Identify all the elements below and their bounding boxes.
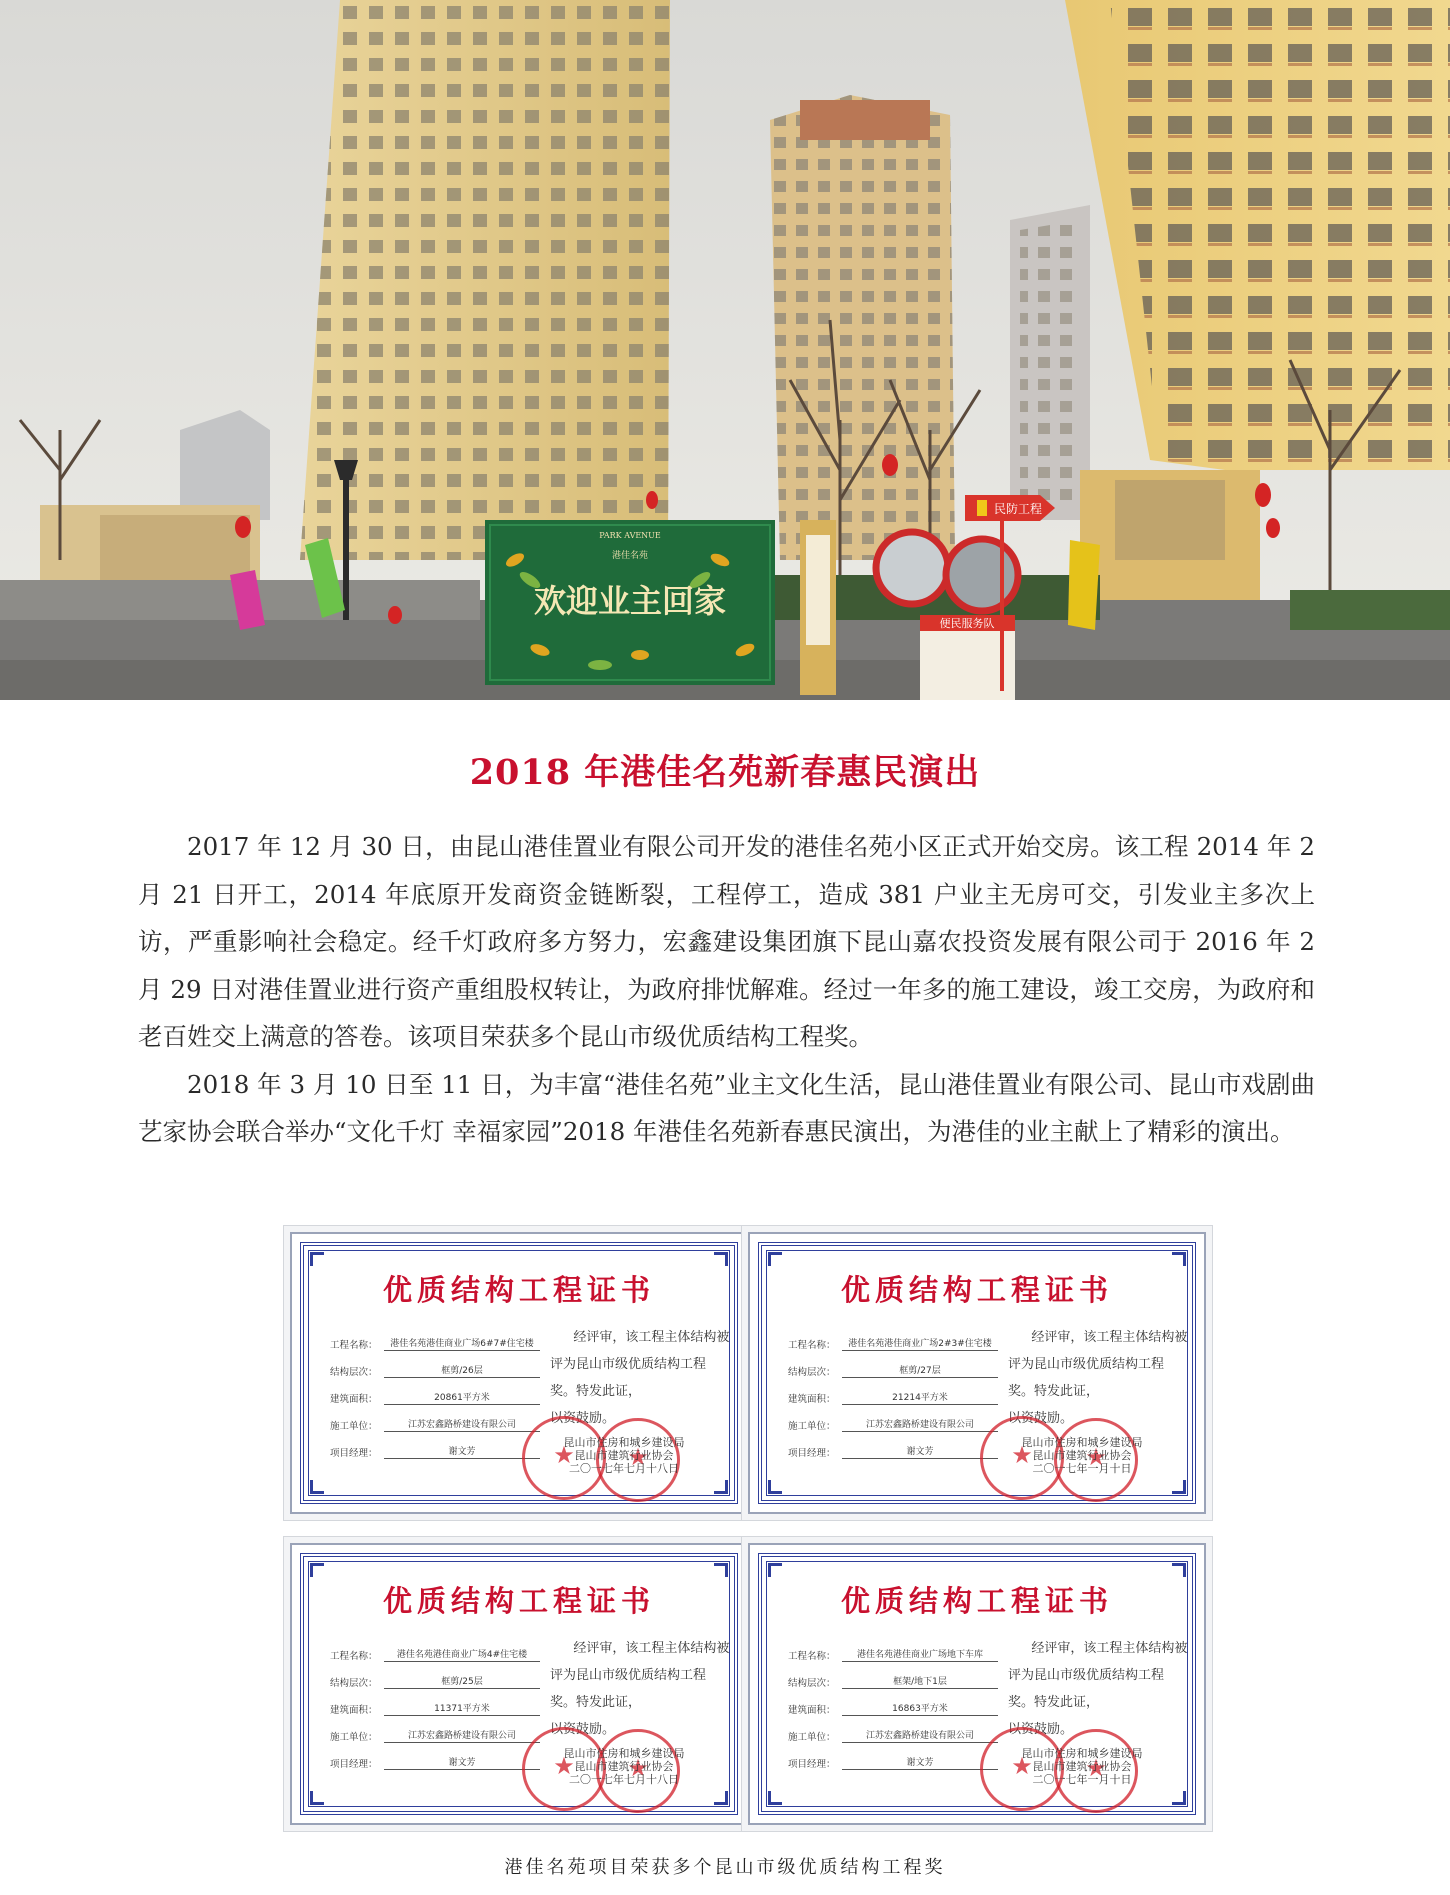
field-project: 港佳名苑港佳商业广场2#3#住宅楼	[842, 1336, 998, 1351]
field-label-builder: 施工单位：	[330, 1421, 378, 1432]
field-builder: 江苏宏鑫路桥建设有限公司	[384, 1728, 540, 1743]
field-label-manager: 项目经理：	[330, 1448, 378, 1459]
certificate-title: 优质结构工程证书	[382, 1273, 655, 1307]
certificate-text	[550, 1635, 730, 1743]
gallery-caption: 港佳名苑项目荣获多个昆山市级优质结构工程奖	[504, 1857, 946, 1878]
field-structure: 框剪/25层	[384, 1674, 540, 1689]
certificate-2	[748, 1232, 1206, 1514]
field-label-manager: 项目经理：	[330, 1759, 378, 1770]
certificate-title: 优质结构工程证书	[840, 1584, 1113, 1618]
issue-date: 二〇一七年一月十日	[1032, 1773, 1132, 1786]
certificate-fields	[788, 1635, 998, 1770]
certificate-title: 优质结构工程证书	[382, 1584, 655, 1618]
field-label-builder: 施工单位：	[788, 1421, 836, 1432]
field-label-area: 建筑面积：	[788, 1705, 836, 1716]
certificate-fields	[330, 1635, 540, 1770]
hero-photo	[0, 0, 1450, 700]
field-label-builder: 施工单位：	[330, 1732, 378, 1743]
field-area: 16863平方米	[842, 1701, 998, 1716]
field-label-manager: 项目经理：	[788, 1448, 836, 1459]
certificate-issuer	[514, 1747, 734, 1786]
field-label-area: 建筑面积：	[330, 1394, 378, 1405]
issue-date: 二〇一七年七月十八日	[569, 1773, 679, 1786]
civil-defense-label: 民防工程	[993, 502, 1043, 516]
issuer-2: 昆山市建筑行业协会	[574, 1760, 674, 1773]
field-manager: 谢文芳	[384, 1444, 540, 1459]
field-area: 21214平方米	[842, 1390, 998, 1405]
issuer-1: 昆山市住房和城乡建设局	[563, 1747, 685, 1760]
issuer-1: 昆山市住房和城乡建设局	[563, 1436, 685, 1449]
field-label-project: 工程名称：	[330, 1651, 378, 1662]
certificate-body-2: 以资鼓励。	[1008, 1411, 1074, 1426]
banner-brand: 港佳名苑	[611, 551, 649, 561]
field-label-project: 工程名称：	[330, 1340, 378, 1351]
certificate-issuer	[972, 1747, 1192, 1786]
certificate-text	[550, 1324, 730, 1432]
issuer-2: 昆山市建筑行业协会	[1032, 1449, 1132, 1462]
field-structure: 框剪/26层	[384, 1363, 540, 1378]
issuer-1: 昆山市住房和城乡建设局	[1021, 1747, 1143, 1760]
field-manager: 谢文芳	[384, 1755, 540, 1770]
article-body	[138, 823, 1315, 1156]
issue-date: 二〇一七年七月十八日	[569, 1462, 679, 1475]
article-title: 2018 年港佳名苑新春惠民演出	[469, 752, 981, 793]
article-paragraph: 2017 年 12 月 30 日，由昆山港佳置业有限公司开发的港佳名苑小区正式开始交房。该工程 2014 年 2 月 21 日开工，2014 年底原开发商资金链断裂，工程停工，造成 381 户业主无房可交，引发业主多次上访，严重影响社会稳定。经千灯政府多方努力，宏鑫建设集团旗下昆山嘉农投资发展有限公司于 2016 年 2 月 29 日对港佳置业进行资产重组股权转让，为政府排忧解难。经过一年多的施工建设，竣工交房，为政府和老百姓交上满意的答卷。该项目荣获多个昆山市级优质结构工程奖。	[138, 832, 1315, 1051]
certificate-fields	[788, 1324, 998, 1459]
field-area: 11371平方米	[384, 1701, 540, 1716]
certificate-4	[748, 1543, 1206, 1825]
certificate-body-2: 以资鼓励。	[550, 1411, 616, 1426]
certificate-body-1: 经评审，该工程主体结构被评为昆山市级优质结构工程奖。特发此证，	[550, 1641, 730, 1710]
field-builder: 江苏宏鑫路桥建设有限公司	[842, 1728, 998, 1743]
certificate-3	[290, 1543, 748, 1825]
certificate-fields	[330, 1324, 540, 1459]
certificate-1	[290, 1232, 748, 1514]
field-project: 港佳名苑港佳商业广场6#7#住宅楼	[384, 1336, 540, 1351]
certificate-issuer	[514, 1436, 734, 1475]
issuer-1: 昆山市住房和城乡建设局	[1021, 1436, 1143, 1449]
article-paragraph: 2018 年 3 月 10 日至 11 日，为丰富“港佳名苑”业主文化生活，昆山港佳置业有限公司、昆山市戏剧曲艺家协会联合举办“文化千灯 幸福家园”2018 年港佳名苑新春惠民演出，为港佳的业主献上了精彩的演出。	[138, 1069, 1315, 1146]
certificate-title: 优质结构工程证书	[840, 1273, 1113, 1307]
field-project: 港佳名苑港佳商业广场4#住宅楼	[384, 1647, 540, 1662]
service-board-title: 便民服务队	[939, 617, 995, 630]
banner-welcome: 欢迎业主回家	[533, 582, 727, 620]
field-builder: 江苏宏鑫路桥建设有限公司	[384, 1417, 540, 1432]
field-structure: 框架/地下1层	[842, 1674, 998, 1689]
welcome-banner	[485, 520, 775, 685]
issuer-2: 昆山市建筑行业协会	[574, 1449, 674, 1462]
field-label-structure: 结构层次：	[330, 1678, 378, 1689]
residential-complex-illustration	[0, 0, 1450, 700]
field-structure: 框剪/27层	[842, 1363, 998, 1378]
street-lamp	[343, 475, 349, 620]
certificate-text	[1008, 1324, 1188, 1432]
certificate-body-2: 以资鼓励。	[1008, 1722, 1074, 1737]
field-label-structure: 结构层次：	[788, 1678, 836, 1689]
certificate-issuer	[972, 1436, 1192, 1475]
field-label-manager: 项目经理：	[788, 1759, 836, 1770]
certificate-body-1: 经评审，该工程主体结构被评为昆山市级优质结构工程奖。特发此证，	[1008, 1330, 1188, 1399]
certificate-body-2: 以资鼓励。	[550, 1722, 616, 1737]
field-label-builder: 施工单位：	[788, 1732, 836, 1743]
field-label-project: 工程名称：	[788, 1651, 836, 1662]
issuer-2: 昆山市建筑行业协会	[1032, 1760, 1132, 1773]
field-label-area: 建筑面积：	[788, 1394, 836, 1405]
field-builder: 江苏宏鑫路桥建设有限公司	[842, 1417, 998, 1432]
field-label-project: 工程名称：	[788, 1340, 836, 1351]
field-label-structure: 结构层次：	[330, 1367, 378, 1378]
field-area: 20861平方米	[384, 1390, 540, 1405]
certificate-body-1: 经评审，该工程主体结构被评为昆山市级优质结构工程奖。特发此证，	[550, 1330, 730, 1399]
field-label-area: 建筑面积：	[330, 1705, 378, 1716]
banner-park-avenue: PARK AVENUE	[599, 531, 661, 540]
issue-date: 二〇一七年一月十日	[1032, 1462, 1132, 1475]
certificate-text	[1008, 1635, 1188, 1743]
field-project: 港佳名苑港佳商业广场地下车库	[842, 1647, 998, 1662]
field-label-structure: 结构层次：	[788, 1367, 836, 1378]
certificate-body-1: 经评审，该工程主体结构被评为昆山市级优质结构工程奖。特发此证，	[1008, 1641, 1188, 1710]
field-manager: 谢文芳	[842, 1755, 998, 1770]
flag-yellow	[1068, 540, 1100, 630]
field-manager: 谢文芳	[842, 1444, 998, 1459]
